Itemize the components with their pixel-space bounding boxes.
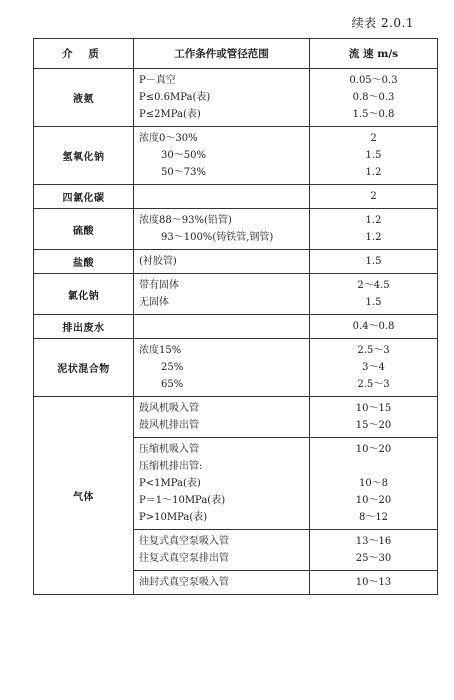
condition-text: 65% [161,379,184,390]
speed-value: 2 [370,133,377,144]
speed-cell [310,530,438,571]
speed-cell [310,315,438,339]
condition-text: 鼓风机排出管 [139,420,199,431]
speed-cell [310,185,438,209]
speed-value: 0.05～0.3 [349,75,398,86]
condition-cell [134,530,310,571]
condition-text: 30～50% [161,150,206,161]
speed-value: 25～30 [355,553,392,564]
flow-velocity-table [33,38,438,595]
table-row [34,339,438,397]
condition-cell [134,339,310,397]
condition-cell [134,209,310,250]
speed-value: 1.2 [365,232,382,243]
condition-cell [134,315,310,339]
table-body [34,69,438,595]
condition-text: P＝1～10MPa(表) [139,495,226,506]
table-row [34,315,438,339]
speed-value: 2.5～3 [357,345,390,356]
condition-text: 往复式真空泵排出管 [139,553,229,564]
speed-value [310,458,437,475]
condition-text: 浓度88～93%(铅管) [139,215,232,226]
speed-value: 10～13 [355,577,392,588]
condition-text: 往复式真空泵吸入管 [139,536,229,547]
speed-value: 10～20 [355,495,392,506]
condition-text: 93～100%(铸铁管,钢管) [161,232,274,243]
speed-cell [310,339,438,397]
speed-cell [310,69,438,127]
condition-text: 无固体 [139,297,169,308]
table-row [34,209,438,250]
speed-cell [310,571,438,595]
speed-value: 0.8～0.3 [352,92,395,103]
speed-value: 15～20 [355,420,392,431]
condition-cell [134,250,310,274]
condition-text: 浓度0～30% [139,133,198,144]
speed-value: 10～15 [355,403,392,414]
speed-cell [310,127,438,185]
speed-value: 1.5 [365,297,382,308]
condition-text: 50～73% [161,167,206,178]
speed-value: 1.5 [365,150,382,161]
condition-text: P<1MPa(表) [139,478,201,489]
speed-value: 8～12 [358,512,389,523]
speed-value: 1.5 [365,256,382,267]
condition-text [139,318,309,335]
speed-value: 0.4～0.8 [352,321,395,332]
condition-cell [134,571,310,595]
header-medium: 介 质 [34,39,134,69]
table-row [34,250,438,274]
medium-cell: 排出废水 [34,315,134,339]
speed-value: 2～4.5 [357,280,390,291]
medium-cell: 气体 [34,397,134,595]
speed-value: 10～8 [358,478,389,489]
condition-cell [134,274,310,315]
speed-value: 3～4 [362,362,385,373]
speed-cell [310,209,438,250]
speed-value: 1.2 [365,167,382,178]
condition-cell [134,127,310,185]
table-caption: 续表 2.0.1 [351,16,414,30]
speed-cell [310,438,438,530]
header-speed: 流 速 m/s [310,39,438,69]
speed-value: 1.5～0.8 [352,109,395,120]
medium-cell: 氢氧化钠 [34,127,134,185]
speed-value: 2 [370,191,377,202]
condition-text: P－真空 [139,75,176,86]
table-row [34,127,438,185]
speed-value: 13～16 [355,536,392,547]
condition-text: 压缩机排出管: [139,461,203,472]
medium-cell: 液氨 [34,69,134,127]
condition-text: 带有固体 [139,280,179,291]
condition-text: P>10MPa(表) [139,512,208,523]
condition-text: 25% [161,362,184,373]
medium-cell: 氯化钠 [34,274,134,315]
condition-text: 鼓风机吸入管 [139,403,199,414]
condition-cell [134,397,310,438]
table-row [34,69,438,127]
condition-cell [134,69,310,127]
condition-text: P≤2MPa(表) [139,109,201,120]
header-condition: 工作条件或管径范围 [134,39,310,69]
table-row [34,397,438,438]
speed-value: 2.5～3 [357,379,390,390]
speed-cell [310,250,438,274]
condition-text: P≤0.6MPa(表) [139,92,211,103]
table-row [34,274,438,315]
condition-cell [134,185,310,209]
condition-text: 油封式真空泵吸入管 [139,577,229,588]
speed-cell [310,397,438,438]
condition-text: 压缩机吸入管 [139,444,199,455]
condition-text: (衬胶管) [139,256,177,267]
medium-cell: 泥状混合物 [34,339,134,397]
speed-value: 10～20 [355,444,392,455]
speed-cell [310,274,438,315]
condition-text: 浓度15% [139,345,182,356]
medium-cell: 盐酸 [34,250,134,274]
medium-cell: 四氯化碳 [34,185,134,209]
speed-value: 1.2 [365,215,382,226]
condition-cell [134,438,310,530]
medium-cell: 硫酸 [34,209,134,250]
condition-text [139,188,309,205]
table-row [34,185,438,209]
header-row [34,39,438,69]
